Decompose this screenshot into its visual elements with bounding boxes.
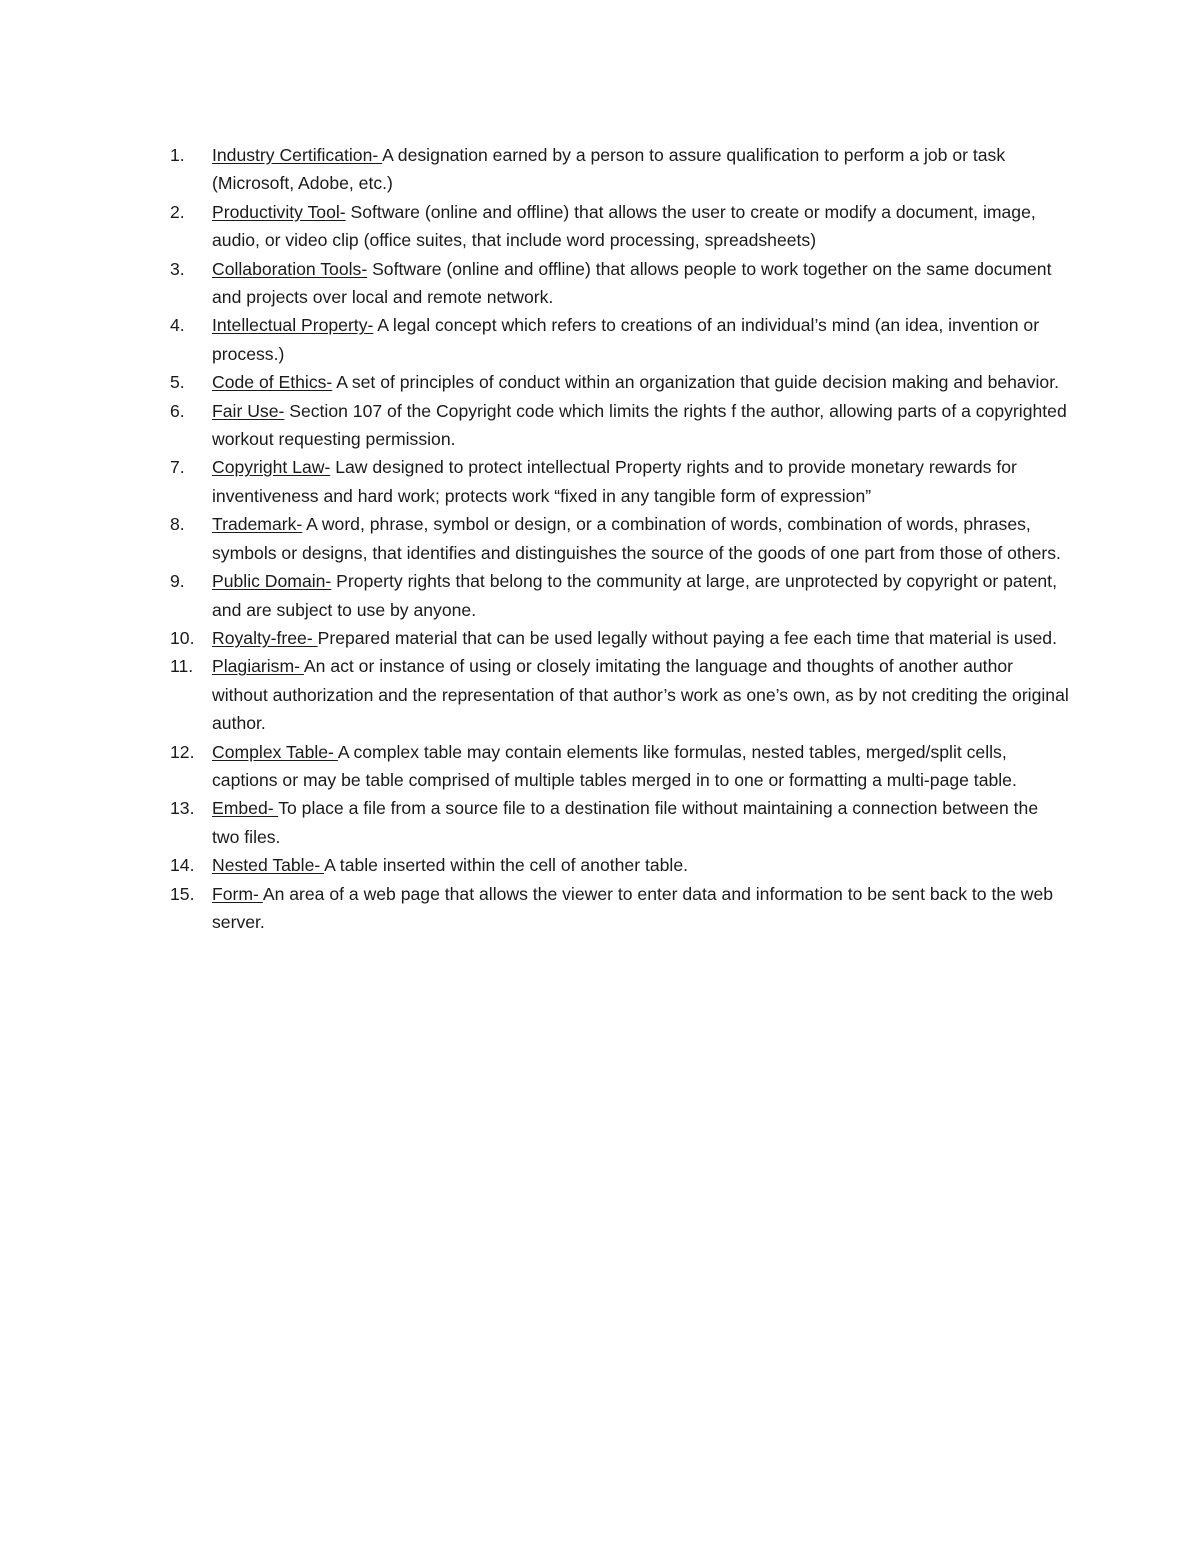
item-term: Nested Table- — [212, 855, 325, 876]
item-definition: Property rights that belong to the community at large, are unprotected by copyright or patent, and are subject to use by anyone. — [212, 571, 1057, 620]
list-item — [170, 652, 1070, 737]
item-number: 9. — [170, 571, 185, 592]
item-definition: A legal concept which refers to creations of an individual’s mind (an idea, invention or process.) — [212, 315, 1040, 364]
list-item — [170, 311, 1070, 368]
item-number: 13. — [170, 798, 195, 819]
item-definition: Prepared material that can be used legally without paying a fee each time that material is used. — [317, 627, 1057, 648]
item-content — [212, 510, 1070, 567]
list-item — [170, 453, 1070, 510]
list-item — [170, 397, 1070, 454]
item-definition: A complex table may contain elements like formulas, nested tables, merged/split cells, captions or may be table comprised of multiple tables merged in to one or formatting a multi-page table. — [212, 741, 1017, 790]
item-definition: Law designed to protect intellectual Property rights and to provide monetary rewards for inventiveness and hard work; protects work “fixed in any tangible form of expression” — [212, 457, 1017, 506]
item-definition: An area of a web page that allows the viewer to enter data and information to be sent back to the web server. — [212, 883, 1054, 932]
item-number: 12. — [170, 741, 195, 762]
item-definition: A designation earned by a person to assure qualification to perform a job or task (Microsoft, Adobe, etc.) — [212, 145, 1006, 194]
list-item — [170, 880, 1070, 937]
list-item — [170, 255, 1070, 312]
item-content — [212, 624, 1070, 652]
item-term: Trademark- — [212, 514, 303, 535]
list-item — [170, 567, 1070, 624]
list-item — [170, 141, 1070, 198]
item-number: 6. — [170, 400, 185, 421]
item-number: 15. — [170, 883, 195, 904]
item-number: 5. — [170, 372, 185, 393]
item-content — [212, 851, 1070, 879]
item-definition: An act or instance of using or closely imitating the language and thoughts of another author without authorization and the representation of that author’s work as one’s own, as by not crediting the original author. — [212, 656, 1069, 734]
item-number: 3. — [170, 258, 185, 279]
list-item — [170, 198, 1070, 255]
item-content — [212, 397, 1070, 454]
item-term: Code of Ethics- — [212, 372, 333, 393]
item-number: 14. — [170, 855, 195, 876]
item-number: 1. — [170, 145, 185, 165]
item-number: 10. — [170, 627, 195, 648]
item-definition: A set of principles of conduct within an organization that guide decision making and behavior. — [332, 372, 1059, 393]
item-content — [212, 198, 1070, 255]
item-term: Productivity Tool- — [212, 201, 346, 222]
item-definition: A word, phrase, symbol or design, or a combination of words, combination of words, phrases, symbols or designs, that identifies and distinguishes the source of the goods of one part from those of others. — [212, 514, 1061, 563]
item-number: 4. — [170, 315, 185, 336]
item-term: Fair Use- — [212, 400, 285, 421]
item-term: Complex Table- — [212, 741, 338, 762]
item-term: Industry Certification- — [212, 145, 383, 165]
list-item — [170, 851, 1070, 879]
item-term: Plagiarism- — [212, 656, 304, 677]
item-number: 7. — [170, 457, 185, 478]
item-content — [212, 453, 1070, 510]
item-number: 8. — [170, 514, 185, 535]
item-content — [212, 794, 1070, 851]
item-term: Copyright Law- — [212, 457, 331, 478]
item-definition: To place a file from a source file to a destination file without maintaining a connection between the two files. — [212, 798, 1039, 847]
item-number: 2. — [170, 201, 185, 222]
item-content — [212, 311, 1070, 368]
item-content — [212, 652, 1070, 737]
item-term: Form- — [212, 883, 263, 904]
item-definition: A table inserted within the cell of another table. — [324, 855, 688, 876]
item-term: Intellectual Property- — [212, 315, 374, 336]
item-definition: Software (online and offline) that allows the user to create or modify a document, image, audio, or video clip (office suites, that include word processing, spreadsheets) — [212, 201, 1036, 251]
definition-list — [170, 141, 1070, 936]
item-definition: Software (online and offline) that allows people to work together on the same document and projects over local and remote network. — [212, 258, 1052, 308]
list-item — [170, 510, 1070, 567]
item-content — [212, 567, 1070, 624]
list-item — [170, 794, 1070, 851]
item-content — [212, 738, 1070, 795]
item-term: Embed- — [212, 798, 279, 819]
item-term: Royalty-free- — [212, 627, 318, 648]
item-content — [212, 368, 1070, 396]
item-number: 11. — [170, 656, 194, 677]
item-definition: Section 107 of the Copyright code which limits the rights f the author, allowing parts of a copyrighted workout requesting permission. — [212, 400, 1067, 450]
item-content — [212, 255, 1070, 312]
item-term: Public Domain- — [212, 571, 332, 592]
list-item — [170, 738, 1070, 795]
list-item — [170, 368, 1070, 396]
item-content — [212, 880, 1070, 937]
list-item — [170, 624, 1070, 652]
item-term: Collaboration Tools- — [212, 258, 368, 279]
item-content — [212, 141, 1070, 198]
